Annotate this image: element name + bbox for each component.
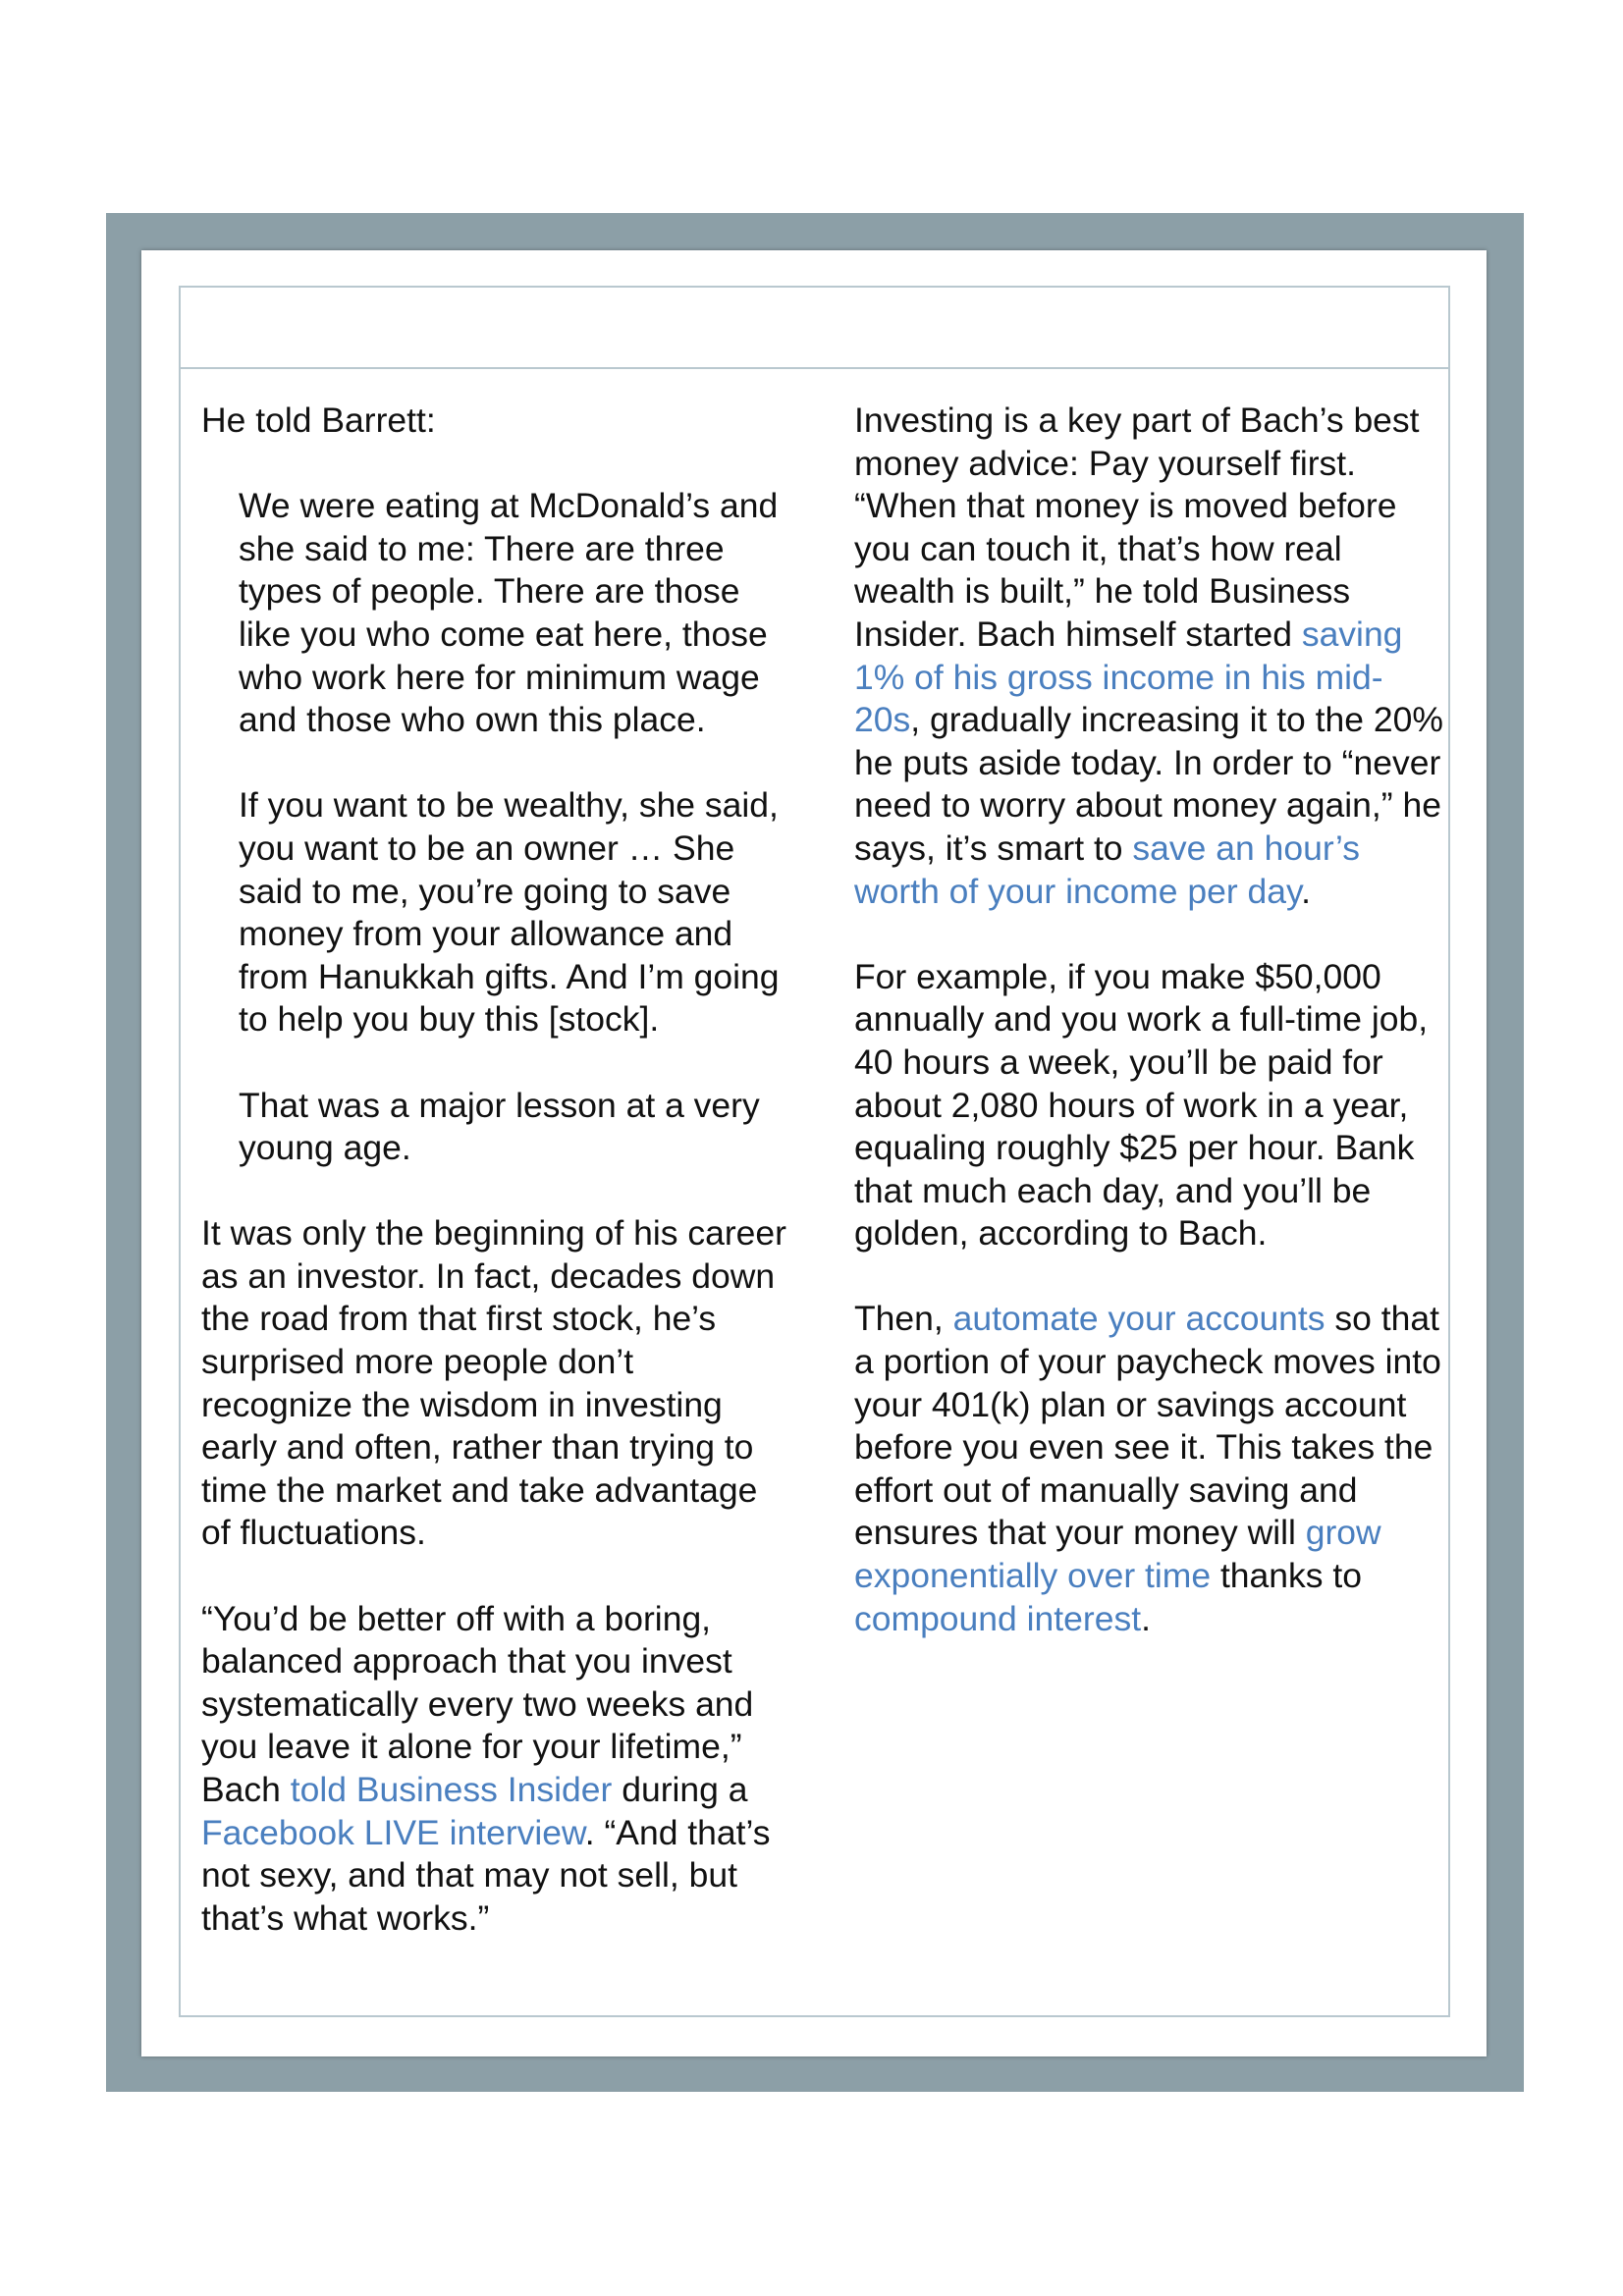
link-facebook-live-interview[interactable]: Facebook LIVE interview [201,1812,585,1852]
body-text: . “And that’s not sexy, and that may not sell, but that’s what works.” [201,1812,771,1938]
body-text: “You’d be better off with a boring, balanced approach that you invest systematically every two weeks and you leave it alone for your lifetime,” Bach [201,1598,754,1809]
body-paragraph [854,1298,1443,1640]
body-paragraph [854,400,1443,913]
intro-paragraph: He told Barrett: [201,400,436,440]
link-grow-exponentially[interactable]: grow exponentially over time [854,1513,1381,1596]
body-text: Then, [854,1299,953,1339]
link-compound-interest[interactable]: compound interest [854,1598,1142,1638]
body-text: during a [612,1770,748,1809]
body-text: , gradually increasing it to the 20% he puts aside today. In order to “never need to worry about money again,” he says, it’s smart to [854,700,1443,868]
link-automate-accounts[interactable]: automate your accounts [952,1299,1325,1339]
body-paragraph: For example, if you make $50,000 annually and you work a full-time job, 40 hours a week, you’ll be paid for about 2,080 hours of work in a year, equaling roughly $25 per hour. Bank that much each day, and you’ll be golden, according to Bach. [854,956,1429,1254]
body-paragraph [201,1598,790,1941]
body-text: thanks to [1211,1556,1363,1596]
link-saving-gross-income[interactable]: saving 1% of his gross income in his mid-20s [854,614,1403,740]
block-quote: That was a major lesson at a very young age. [239,1085,760,1168]
right-column [854,400,1443,1683]
body-text: . [1141,1598,1151,1638]
link-save-hours-worth[interactable]: save an hour’s worth of your income per day [854,828,1360,911]
body-text: Investing is a key part of Bach’s best money advice: Pay yourself first. “When that money is moved before you can touch it, that’s how real wealth is built,” he told Business Insider. Bach himself started [854,400,1420,654]
header-divider [179,367,1450,369]
block-quote: If you want to be wealthy, she said, you want to be an owner … She said to me, you’re going to save money from your allowance and from Hanukkah gifts. And I’m going to help you buy this [stock]. [239,785,780,1040]
block-quote: We were eating at McDonald’s and she said to me: There are three types of people. There are those like you who come eat here, those who work here for minimum wage and those who own this place. [239,486,779,740]
body-paragraph: It was only the beginning of his career as an investor. In fact, decades down the road from that first stock, he’s surprised more people don’t recognize the wisdom in investing early and often, rather than trying to time the market and take advantage of fluctuations. [201,1213,786,1553]
left-column [201,400,790,1983]
link-told-business-insider[interactable]: told Business Insider [290,1770,613,1809]
body-text: . [1301,871,1312,911]
body-text: so that a portion of your paycheck moves into your 401(k) plan or savings account before you even see it. This takes the effort out of manually saving and ensures that your money will [854,1299,1441,1553]
